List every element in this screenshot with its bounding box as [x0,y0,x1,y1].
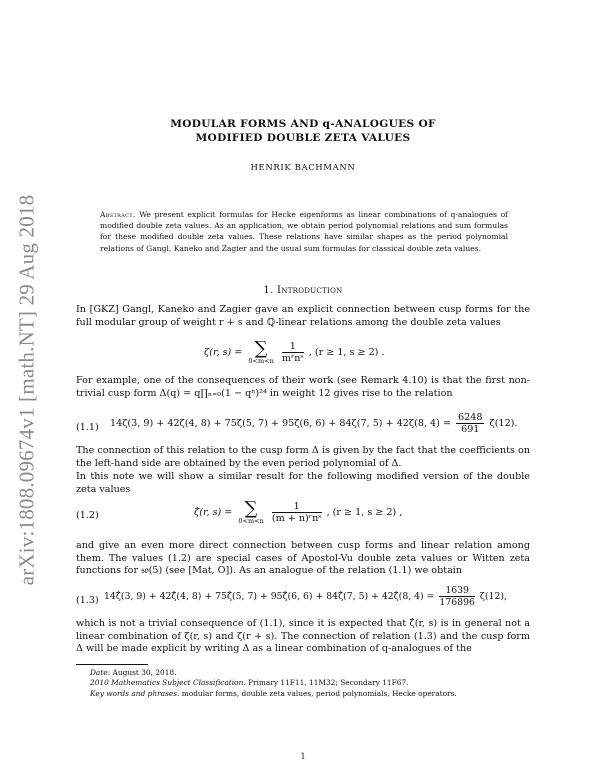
sum-symbol: ∑ 0<m<n [248,338,274,365]
fraction [272,501,322,524]
sum-subscript: 0<m<n [238,517,264,525]
intro-paragraph-1: In [GKZ] Gangl, Kaneko and Zagier gave an explicit connection between cusp forms for the full modular group of weight r + s and ℚ-linear relations among the double zeta values [76,304,530,328]
fraction-denominator: 691 [461,424,480,435]
section-heading-text: 1. Introduction [263,285,343,296]
sum-symbol: ∑ 0<m<n [238,498,264,525]
footnote-rule [76,664,148,665]
footnote-date [90,668,530,678]
page-number: 1 [300,752,306,761]
title-line-1: MODULAR FORMS AND q-ANALOGUES OF [170,118,436,130]
footnote-keywords [90,689,530,699]
abstract-text: We present explicit formulas for Hecke eigenforms as linear combinations of q-analogues of modified double zeta values. As an application, we obtain period polynomial relations and sum formulas for these modified double zeta values. These relations have similar shapes as the period polynomial relations of Gangl, Kaneko and Zagier and the usual sum formulas for classical double zeta values. [100,210,508,253]
equation-body: 14ζ(3, 9) + 42ζ(4, 8) + 75ζ(5, 7) + 95ζ(6, 6) + 84ζ(7, 5) + 42ζ(8, 4) = [110,418,451,429]
intro-paragraph-4: In this note we will show a similar result for the following modified version of the double zeta values [76,471,530,495]
footnotes [90,668,530,699]
equation-label: (1.1) [76,422,99,433]
equation-1-2 [76,500,530,530]
equation-tail: ζ(12). [489,418,518,429]
arxiv-stamp [14,170,40,610]
section-heading [76,285,530,296]
fraction [456,412,484,435]
arxiv-stamp-text: arXiv:1808.09674v1 [math.NT] 29 Aug 2018 [14,194,39,586]
footnote-keywords-value: modular forms, double zeta values, period polynomials, Hecke operators. [179,688,457,698]
title-line-2: MODIFIED DOUBLE ZETA VALUES [195,132,411,144]
abstract [100,209,508,254]
equation-1-1 [76,412,530,442]
footnote-keywords-label: Key words and phrases. [90,688,180,698]
footnote-date-label: Date [90,668,108,677]
equation-body: 14ζ̂(3, 9) + 42ζ̂(4, 8) + 75ζ̂(5, 7) + 95ζ̂(6, 6) + 84ζ̂(7, 5) + 42ζ̂(8, 4) = [104,591,435,602]
intro-paragraph-5: and give an even more direct connection between cusp forms and linear relation among them. The values (1.2) are special cases of Apostol-Vu double zeta values or Witten zeta functions for 𝔰𝔬(5) (see [Mat, O]). As an analogue of the relation (1.1) we obtain [76,540,530,577]
fraction-numerator: 6248 [458,412,483,423]
fraction-numerator: 1 [282,341,304,353]
footnote-date-value: : August 30, 2018. [107,668,177,677]
equation-1-3 [76,585,530,615]
fraction-numerator: 1639 [439,585,475,597]
footnote-msc-value: Primary 11F11, 11M32; Secondary 11F67. [245,678,409,688]
fraction-denominator: 176896 [439,597,475,608]
fraction [282,341,304,364]
fraction [439,585,475,608]
fraction-numerator: 1 [272,501,322,513]
intro-paragraph-6: which is not a trivial consequence of (1.1), since it is expected that ζ̂(r, s) is in general not a linear combination of ζ(r, s) and ζ(r + s). The connection of relation (1.3) and the cusp form Δ will be made explicit by writing Δ as a linear combination of q-analogues of the [76,618,530,655]
sum-subscript: 0<m<n [248,357,274,365]
footnote-msc [90,678,530,688]
fraction-denominator: (m + n)ʳnˢ [271,513,322,524]
equation-double-zeta [76,340,530,370]
author-name: HENRIK BACHMANN [250,163,356,173]
intro-paragraph-2: For example, one of the consequences of their work (see Remark 4.10) is that the first non-trivial cusp form Δ(q) = q∏ₙ₌₀(1 − qⁿ)²⁴ in weight 12 gives rise to the relation [76,375,530,399]
fraction-denominator: mʳnˢ [281,353,304,364]
equation-tail: ζ(12), [479,591,507,602]
equation-label: (1.3) [76,595,99,606]
eq-lhs: ζ̂(r, s) = [194,507,233,518]
abstract-label: Abstract. [100,210,136,219]
intro-paragraph-3: The connection of this relation to the cusp form Δ is given by the fact that the coefficients on the left-hand side are obtained by the even period polynomial of Δ. [76,445,530,469]
eq-zeta-condition: , (r ≥ 1, s ≥ 2) . [308,347,385,358]
paper-title [76,117,530,145]
equation-label: (1.2) [76,510,99,521]
footnote-msc-label: 2010 Mathematics Subject Classification. [90,678,246,688]
eq-zeta-lhs: ζ(r, s) = [204,347,243,358]
equation-condition: , (r ≥ 1, s ≥ 2) , [326,507,403,518]
